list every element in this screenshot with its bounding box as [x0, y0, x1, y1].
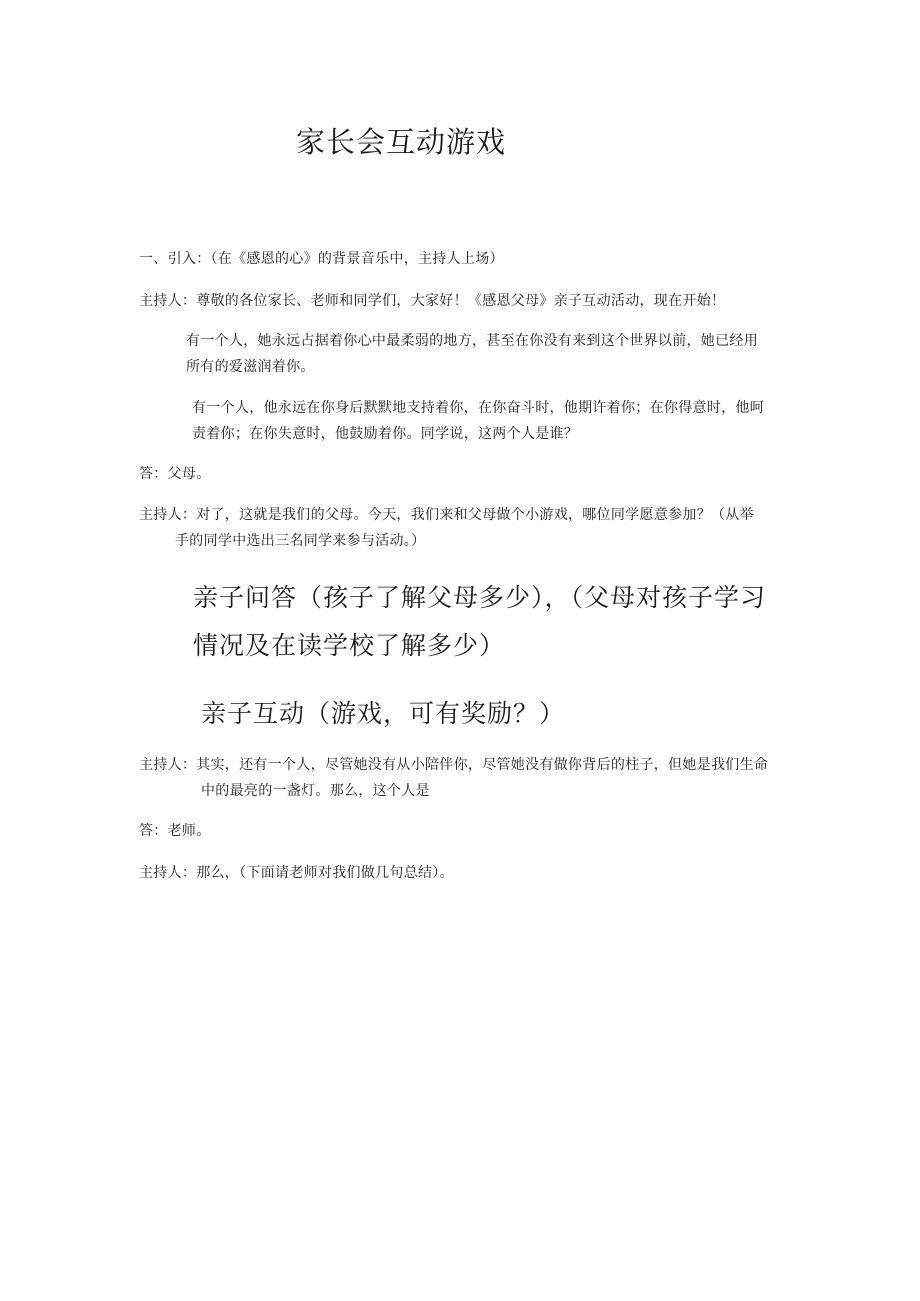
father-line-2: 责着你；在你失意时，他鼓励着你。同学说，这两个人是谁？: [192, 426, 579, 442]
host-teacher-line-1: 主持人：其实，还有一个人，尽管她没有从小陪伴你，尽管她没有做你背后的柱子，但她是我们生命: [139, 757, 769, 773]
mother-line-2: 所有的爱滋润着你。: [186, 359, 315, 375]
mother-line-1: 有一个人，她永远占据着你心中最柔弱的地方，甚至在你没有来到这个世界以前，她已经用: [186, 333, 758, 349]
father-line-1: 有一个人，他永远在你身后默默地支持着你，在你奋斗时，他期许着你；在你得意时，他呵: [192, 400, 764, 416]
father-paragraph: [192, 395, 764, 447]
interaction-heading: 亲子互动（游戏，可有奖励？）: [201, 699, 566, 728]
qa-heading-line-2: 情况及在读学校了解多少）: [193, 631, 506, 660]
mother-paragraph: [186, 328, 758, 380]
host-teacher-paragraph: [139, 752, 768, 804]
answer-teacher: 答：老师。: [139, 823, 211, 839]
qa-heading-line-1: 亲子问答（孩子了解父母多少），（父母对孩子学习: [193, 583, 767, 612]
host-game-line-1: 主持人：对了，这就是我们的父母。今天，我们来和父母做个小游戏，哪位同学愿意参加？（从举: [139, 507, 754, 523]
document-title: 家长会互动游戏: [296, 125, 507, 159]
host-greeting-paragraph: 主持人：尊敬的各位家长、老师和同学们，大家好！《感恩父母》亲子互动活动，现在开始！: [139, 293, 726, 309]
answer-parents: 答：父母。: [139, 466, 211, 482]
host-game-line-2: 手的同学中选出三名同学来参与活动。）: [175, 533, 426, 549]
host-game-paragraph: [139, 502, 754, 554]
host-closing-paragraph: 主持人：那么，（下面请老师对我们做几句总结）。: [139, 865, 454, 881]
intro-paragraph: 一、引入：（在《感恩的心》的背景音乐中，主持人上场）: [139, 251, 504, 267]
host-teacher-line-2: 中的最亮的一盏灯。那么，这个人是: [201, 783, 430, 799]
